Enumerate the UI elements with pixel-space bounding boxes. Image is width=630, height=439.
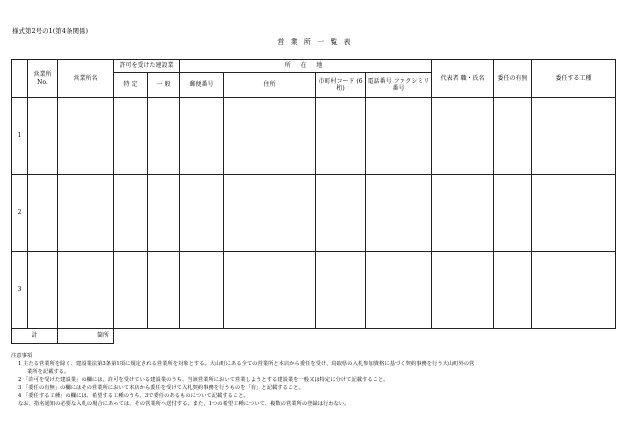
postal-code-cell[interactable]	[180, 98, 224, 175]
office-name-cell[interactable]	[58, 175, 114, 252]
total-unit: 箇所	[96, 332, 109, 340]
office-no-cell[interactable]	[28, 175, 58, 252]
office-name-cell[interactable]	[58, 252, 114, 329]
notes-section	[11, 352, 474, 408]
address-cell[interactable]	[224, 252, 316, 329]
delegated-work-cell[interactable]	[532, 252, 616, 329]
office-no-header: 営業所 No.	[28, 60, 58, 98]
page-title: 営 業 所 一 覧 表	[277, 38, 353, 46]
address-cell[interactable]	[224, 175, 316, 252]
permit-special-cell[interactable]	[114, 175, 148, 252]
representative-cell[interactable]	[432, 175, 494, 252]
permit-special-cell[interactable]	[114, 252, 148, 329]
representative-cell[interactable]	[432, 252, 494, 329]
permit-special-cell[interactable]	[114, 98, 148, 175]
table-row	[12, 175, 616, 252]
note-item-1-cont: 業所を記載する。	[27, 369, 70, 375]
row-number: 2	[12, 175, 28, 252]
note-item-2: 2 「許可を受けた建設業」の欄には、許可を受けている建設業のうち、当該営業所において営業しようとする建設業を一般又は特定に分けて記載すること。	[18, 377, 389, 383]
city-code-header: 市町村コード (6桁)	[316, 73, 366, 98]
phone-fax-cell[interactable]	[366, 175, 432, 252]
postal-code-cell[interactable]	[180, 252, 224, 329]
notes-heading: 注意事項	[11, 353, 33, 359]
postal-code-header: 郵便番号	[180, 73, 224, 98]
note-item-5: なお、指名通知の必要な入札の場合にあっては、その営業所へ送付する。また、1つの希望工種について、複数の営業所の登録は行わない。	[18, 401, 350, 407]
note-item-3: 3 「委任の有無」の欄にはその営業所において本店から委任を受けて入札契約事務を行うものを「有」と記載すること。	[18, 385, 304, 391]
location-group-header: 所 在 地	[180, 60, 432, 73]
row-number-header	[12, 60, 28, 98]
city-code-cell[interactable]	[316, 252, 366, 329]
delegated-work-header: 委任する工種	[532, 60, 616, 98]
office-no-cell[interactable]	[28, 98, 58, 175]
total-count-cell[interactable]	[58, 329, 114, 344]
delegation-cell[interactable]	[494, 98, 532, 175]
total-label: 計	[12, 329, 58, 344]
address-header: 住所	[224, 73, 316, 98]
total-row	[12, 329, 616, 344]
phone-fax-cell[interactable]	[366, 252, 432, 329]
delegation-header: 委任の有無	[494, 60, 532, 98]
delegation-cell[interactable]	[494, 252, 532, 329]
table-row	[12, 252, 616, 329]
city-code-cell[interactable]	[316, 98, 366, 175]
postal-code-cell[interactable]	[180, 175, 224, 252]
phone-fax-header: 電話番号 ファクシミリ番号	[366, 73, 432, 98]
form-number: 様式第2号の1(第4条関係)	[12, 27, 88, 35]
delegation-cell[interactable]	[494, 175, 532, 252]
total-row-spacer	[114, 329, 616, 344]
phone-fax-cell[interactable]	[366, 98, 432, 175]
office-no-cell[interactable]	[28, 252, 58, 329]
note-item-4: 4 「委任する工種」の欄には、希望する工種のうち、3で委任のあるものについて記載すること。	[18, 393, 249, 399]
table-row	[12, 98, 616, 175]
permit-general-header: 一 般	[148, 73, 180, 98]
permit-special-header: 特 定	[114, 73, 148, 98]
city-code-cell[interactable]	[316, 175, 366, 252]
permit-general-cell[interactable]	[148, 98, 180, 175]
permit-general-cell[interactable]	[148, 252, 180, 329]
permit-general-cell[interactable]	[148, 175, 180, 252]
representative-cell[interactable]	[432, 98, 494, 175]
office-name-cell[interactable]	[58, 98, 114, 175]
delegated-work-cell[interactable]	[532, 175, 616, 252]
delegated-work-cell[interactable]	[532, 98, 616, 175]
office-name-header: 営業所名	[58, 60, 114, 98]
permit-group-header: 許可を受けた建設業	[114, 60, 180, 73]
office-list-table	[11, 59, 616, 344]
row-number: 3	[12, 252, 28, 329]
representative-header: 代表者 職・氏名	[432, 60, 494, 98]
row-number: 1	[12, 98, 28, 175]
note-item-1: 1 主たる営業所を除く、建設業法第3条第1項に規定される営業所を対象とする。大山町にある全ての営業所と本店から委任を受け、鳥取県の入札参加資格に基づく契約事務を行う大山町外の営	[18, 361, 475, 367]
address-cell[interactable]	[224, 98, 316, 175]
